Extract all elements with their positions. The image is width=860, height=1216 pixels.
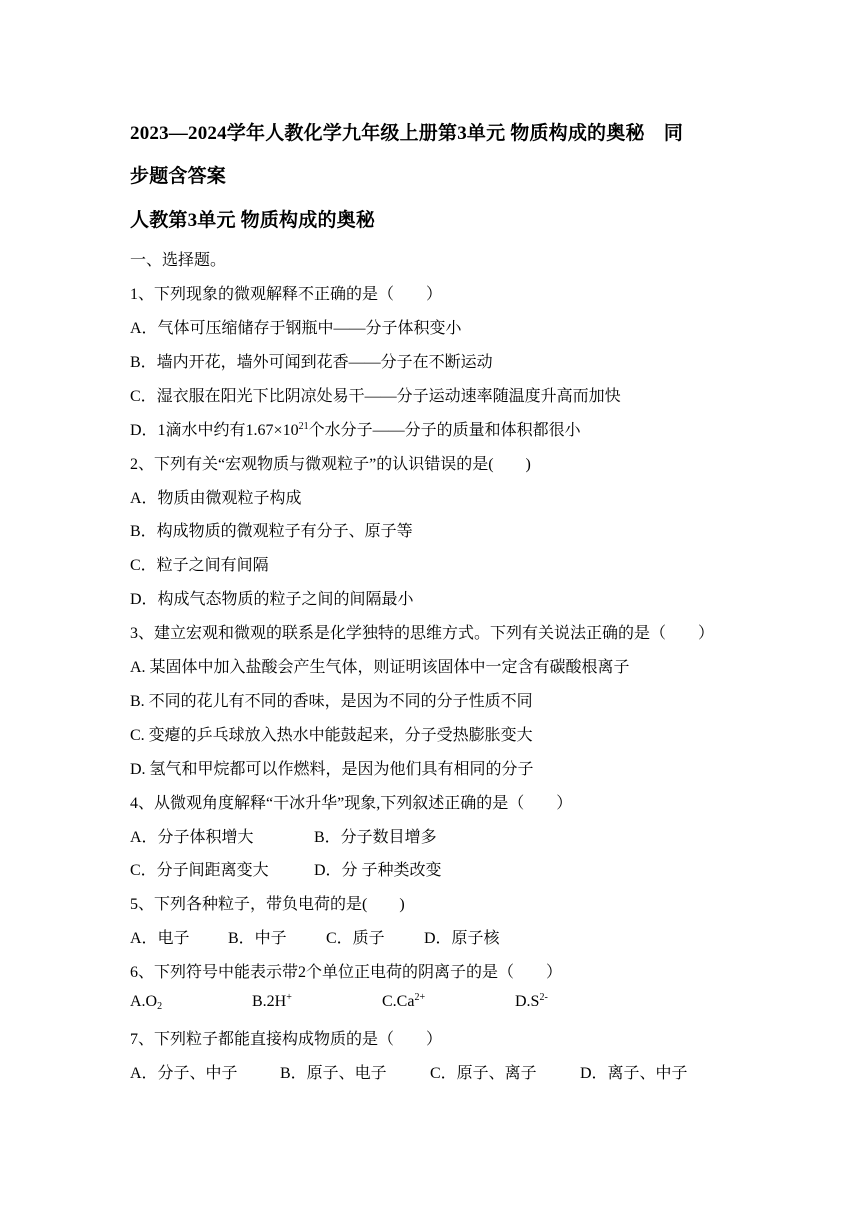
- q5-option-b: B．中子: [228, 930, 287, 947]
- q3-option-b: B. 不同的花儿有不同的香味，是因为不同的分子性质不同: [130, 693, 533, 710]
- q3-stem: 3、建立宏观和微观的联系是化学独特的思维方式。下列有关说法正确的是（ ）: [130, 625, 715, 642]
- section-heading: 一、选择题。: [130, 252, 227, 269]
- q2-option-a: A．物质由微观粒子构成: [130, 490, 302, 507]
- doc-title-line1: 2023—2024学年人教化学九年级上册第3单元 物质构成的奥秘 同: [130, 123, 684, 144]
- q1-option-d-exponent: 21: [298, 421, 309, 432]
- doc-title-line2: 步题含答案: [130, 166, 227, 187]
- q3-option-c: C. 变瘪的乒乓球放入热水中能鼓起来，分子受热膨胀变大: [130, 727, 533, 744]
- q6-option-c-charge: 2+: [414, 992, 426, 1003]
- q2-option-c: C．粒子之间有间隔: [130, 557, 269, 574]
- q4-option-c: C．分子间距离变大: [130, 862, 269, 879]
- q2-option-b: B．构成物质的微观粒子有分子、原子等: [130, 523, 413, 540]
- q1-option-c: C．湿衣服在阳光下比阴凉处易干——分子运动速率随温度升高而加快: [130, 388, 621, 405]
- q1-option-d-rest: 个水分子——分子的质量和体积都很小: [308, 422, 581, 439]
- q6-option-b: [252, 993, 292, 1011]
- q7-option-d: D．离子、中子: [580, 1065, 688, 1082]
- q7-option-a: A．分子、中子: [130, 1065, 238, 1082]
- q6-option-a-subscript: 2: [157, 1001, 163, 1012]
- q5-stem: 5、下列各种粒子，带负电荷的是( ): [130, 896, 405, 913]
- q4-option-b: B．分子数目增多: [314, 829, 437, 846]
- q6-option-b-text: B.2H: [252, 993, 287, 1010]
- q1-stem: 1、下列现象的微观解释不正确的是（ ）: [130, 286, 443, 303]
- q3-option-a: A. 某固体中加入盐酸会产生气体，则证明该固体中一定含有碳酸根离子: [130, 659, 630, 676]
- q2-stem: 2、下列有关“宏观物质与微观粒子”的认识错误的是( ): [130, 456, 531, 473]
- q6-option-d: [515, 993, 548, 1011]
- q6-option-c: [382, 993, 425, 1011]
- q5-option-a: A．电子: [130, 930, 190, 947]
- q1-option-d-text: D．1滴水中约有1.67×10: [130, 422, 299, 439]
- q6-option-b-charge: +: [286, 992, 292, 1003]
- q6-option-a-text: A.O: [130, 993, 158, 1010]
- q6-option-d-charge: 2-: [539, 992, 548, 1003]
- q5-option-d: D．原子核: [424, 930, 500, 947]
- q6-option-a: [130, 993, 162, 1011]
- q7-stem: 7、下列粒子都能直接构成物质的是（ ）: [130, 1031, 443, 1048]
- q1-option-d: [130, 417, 581, 440]
- q5-option-c: C．质子: [326, 930, 385, 947]
- q4-option-a: A．分子体积增大: [130, 829, 254, 846]
- q7-option-b: B．原子、电子: [280, 1065, 387, 1082]
- q7-option-c: C．原子、离子: [430, 1065, 537, 1082]
- q4-option-d: D．分 子种类改变: [314, 862, 442, 879]
- q3-option-d: D. 氢气和甲烷都可以作燃料，是因为他们具有相同的分子: [130, 761, 534, 778]
- q6-option-c-text: C.Ca: [382, 993, 415, 1010]
- q1-option-b: B．墙内开花，墙外可闻到花香——分子在不断运动: [130, 354, 493, 371]
- doc-subtitle: 人教第3单元 物质构成的奥秘: [130, 210, 376, 231]
- q1-option-a: A．气体可压缩储存于钢瓶中——分子体积变小: [130, 320, 462, 337]
- q2-option-d: D．构成气态物质的粒子之间的间隔最小: [130, 591, 414, 608]
- q4-stem: 4、从微观角度解释“干冰升华”现象,下列叙述正确的是（ ）: [130, 795, 573, 812]
- q6-option-d-text: D.S: [515, 993, 540, 1010]
- q6-stem: 6、下列符号中能表示带2个单位正电荷的阴离子的是（ ）: [130, 964, 563, 981]
